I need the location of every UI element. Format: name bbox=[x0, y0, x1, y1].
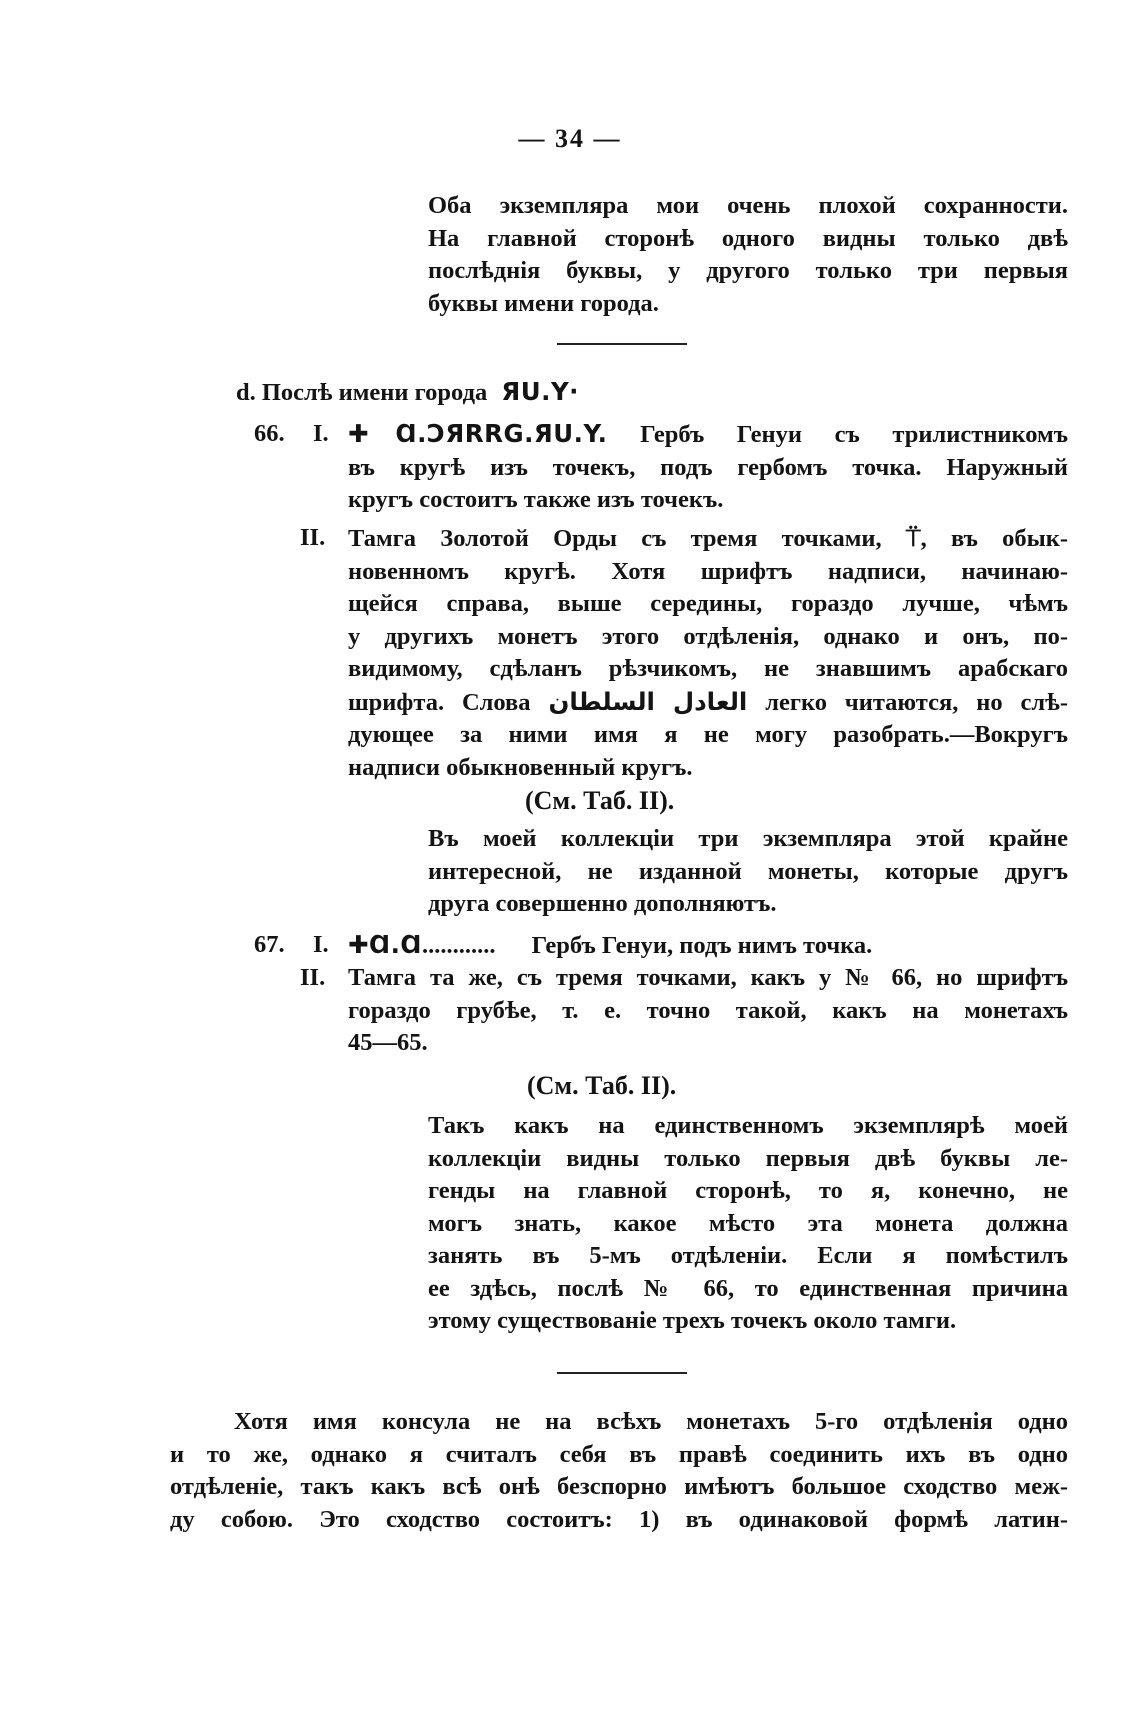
text-line: дующее за ними имя я не могу разобрать.—Вокругъ bbox=[348, 721, 1068, 748]
coin-66-plate-reference: (См. Таб. II). bbox=[525, 786, 675, 815]
text-line: занять въ 5-мъ отдѣленіи. Если я помѣстилъ bbox=[428, 1242, 1068, 1269]
arabic-word: السلطان bbox=[548, 686, 655, 716]
text-line: Оба экземпляра мои очень плохой сохранности. bbox=[428, 192, 1068, 219]
text-line: щейся справа, выше середины, гораздо лучше, чѣмъ bbox=[348, 590, 1068, 617]
text-line: видимому, сдѣланъ рѣзчикомъ, не знавшимъ арабскаго bbox=[348, 655, 1068, 682]
separator-rule bbox=[557, 343, 687, 345]
text-span: шрифта. Слова bbox=[348, 688, 531, 716]
text-line: Въ моей коллекціи три экземпляра этой крайне bbox=[428, 825, 1068, 852]
coin-66-obverse-label: I. bbox=[313, 420, 329, 447]
text-line: отдѣленіе, такъ какъ всѣ онѣ безспорно имѣютъ большое сходство меж- bbox=[170, 1473, 1068, 1500]
coin-66-note bbox=[428, 823, 1068, 921]
coin-67-number: 67. bbox=[254, 931, 285, 958]
city-legend: ЯU.Y· bbox=[501, 377, 579, 406]
text-line: интересной, не изданной монеты, которые другъ bbox=[428, 857, 1068, 885]
text-line: ее здѣсь, послѣ № 66, то единственная причина bbox=[428, 1274, 1068, 1302]
text-span: легко читаются, но слѣ- bbox=[765, 688, 1069, 716]
text-line: послѣднія буквы, у другого только три первыя bbox=[428, 257, 1068, 284]
coin-67-plate-reference: (См. Таб. II). bbox=[527, 1071, 677, 1100]
text-line: кругъ состоитъ также изъ точекъ. bbox=[348, 486, 724, 513]
coin-67-obverse-label: I. bbox=[313, 931, 329, 958]
section-d-label: d. Послѣ имени города bbox=[236, 379, 488, 406]
obverse-line bbox=[348, 418, 1068, 452]
arabic-word: العادل bbox=[672, 686, 748, 716]
obverse-text: Гербъ Генуи, подъ нимъ точка. bbox=[531, 932, 873, 959]
text-span: Тамга Золотой Орды съ тремя точками, bbox=[348, 525, 882, 552]
reverse-line bbox=[348, 522, 1068, 556]
page-number: — 34 — bbox=[518, 124, 622, 153]
separator-rule bbox=[557, 1372, 687, 1374]
text-line: друга совершенно дополняютъ. bbox=[428, 890, 777, 917]
text-line: буквы имени города. bbox=[428, 289, 659, 317]
text-line: гораздо грубѣе, т. е. точно такой, какъ на монетахъ bbox=[348, 996, 1068, 1024]
text-span: , въ обык- bbox=[920, 525, 1069, 552]
note-sample-condition bbox=[428, 190, 1068, 320]
obverse-legend: ✚Ɑ.ƆЯRRG.ЯU.Y. bbox=[348, 419, 608, 448]
obverse-text: Гербъ Генуи съ трилистникомъ bbox=[640, 421, 1069, 448]
coin-67-note bbox=[428, 1110, 1068, 1338]
text-line: Такъ какъ на единственномъ экземплярѣ моей bbox=[428, 1112, 1068, 1139]
text-line: надписи обыкновенный кругъ. bbox=[348, 753, 693, 781]
text-line: 45—65. bbox=[348, 1029, 428, 1056]
coin-67-obverse bbox=[348, 929, 872, 963]
final-paragraph bbox=[170, 1406, 1068, 1536]
text-line: На главной сторонѣ одного видны только двѣ bbox=[428, 224, 1068, 252]
text-line: у другихъ монетъ этого отдѣленія, однако и онъ, по- bbox=[348, 622, 1068, 650]
coin-66-obverse bbox=[348, 418, 1068, 517]
text-line: могъ знать, какое мѣсто эта монета должна bbox=[428, 1209, 1068, 1237]
text-line: ду собою. Это сходство состоитъ: 1) въ одинаковой формѣ латин- bbox=[170, 1505, 1068, 1533]
text-line: коллекціи видны только первыя двѣ буквы ле- bbox=[428, 1144, 1068, 1172]
coin-67-reverse-label: II. bbox=[300, 964, 326, 991]
text-line: новенномъ кругѣ. Хотя шрифтъ надписи, начинаю- bbox=[348, 557, 1068, 585]
text-line: Тамга та же, съ тремя точками, какъ у № 66, но шрифтъ bbox=[348, 964, 1068, 991]
coin-66-number: 66. bbox=[254, 420, 285, 447]
text-line: въ кругѣ изъ точекъ, подъ гербомъ точка. Наружный bbox=[348, 453, 1068, 481]
tamga-symbol: ⍡ bbox=[905, 523, 921, 552]
text-line: и то же, однако я считалъ себя въ правѣ соединить ихъ въ одно bbox=[170, 1440, 1068, 1468]
section-d-heading bbox=[236, 376, 579, 410]
coin-66-reverse-label: II. bbox=[300, 524, 326, 551]
coin-66-reverse bbox=[348, 522, 1068, 784]
coin-67-reverse bbox=[348, 962, 1068, 1060]
dot-leader: ............ bbox=[422, 932, 496, 959]
text-line: Хотя имя консула не на всѣхъ монетахъ 5-го отдѣленія одно bbox=[234, 1408, 1068, 1435]
text-line: этому существованіе трехъ точекъ около тамги. bbox=[428, 1307, 957, 1334]
reverse-line-arabic bbox=[348, 686, 1068, 720]
text-line: генды на главной сторонѣ, то я, конечно, не bbox=[428, 1177, 1068, 1204]
obverse-legend: ✚Ɑ.Ɑ bbox=[348, 930, 422, 959]
